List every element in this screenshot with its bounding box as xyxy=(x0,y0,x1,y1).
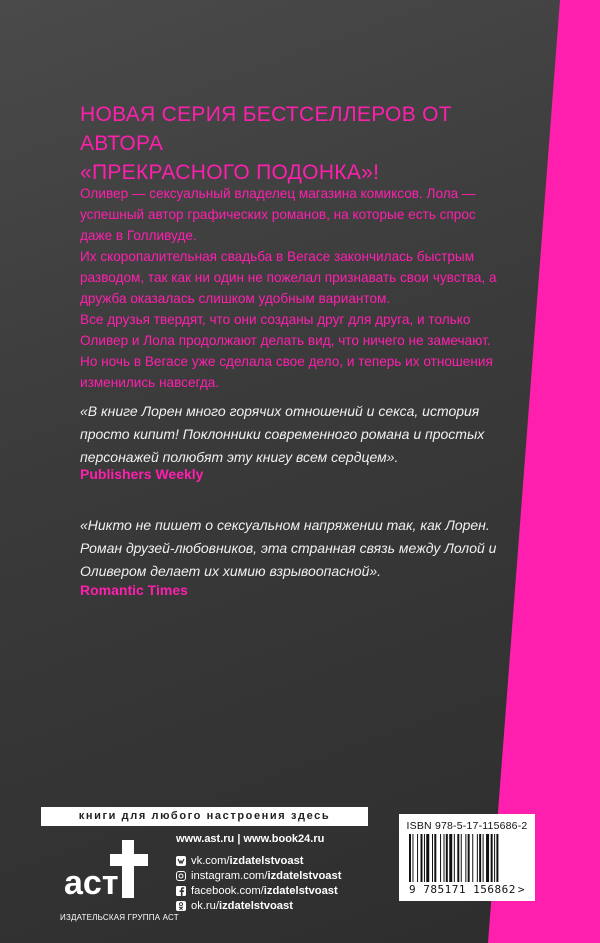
headline xyxy=(80,100,510,187)
barcode-bar xyxy=(477,834,478,882)
social-prefix: facebook.com/ xyxy=(191,885,264,897)
barcode-bar xyxy=(446,834,448,882)
website-links[interactable]: www.ast.ru | www.book24.ru xyxy=(176,833,325,845)
headline-line-2: «ПРЕКРАСНОГО ПОДОНКА»! xyxy=(80,161,380,184)
social-link-facebook[interactable] xyxy=(176,885,396,897)
barcode-bar xyxy=(426,834,429,882)
social-handle: izdatelstvoast xyxy=(218,900,293,912)
barcode-bars xyxy=(409,834,525,882)
ast-logo xyxy=(60,832,156,912)
barcode-bar xyxy=(444,834,445,882)
barcode-bar xyxy=(457,834,459,882)
review-quote: «Никто не пишет о сексуальном напряжении так, как Лорен. Роман друзей-любовников, эта странная связь между Лолой и Оливером делает их химию взрывоопасной». xyxy=(80,517,497,579)
barcode-bar xyxy=(417,834,418,882)
barcode-bar xyxy=(412,834,413,882)
barcode-bar xyxy=(434,834,436,882)
barcode-bar xyxy=(424,834,425,882)
description-paragraph: Оливер — сексуальный владелец магазина комиксов. Лола — успешный автор графических романов, на которые есть спрос даже в Голливуде. xyxy=(80,186,476,243)
social-link-ok[interactable] xyxy=(176,900,396,912)
barcode-bar xyxy=(468,834,470,882)
social-handle: izdatelstvoast xyxy=(263,885,338,897)
barcode-bar xyxy=(461,834,462,882)
logo-text: аст xyxy=(64,864,119,902)
isbn-label: ISBN 978-5-17-115686-2 xyxy=(406,820,528,832)
barcode-bar xyxy=(409,834,411,882)
barcode-bar xyxy=(440,834,441,882)
barcode-bar xyxy=(465,834,466,882)
barcode-bar xyxy=(491,834,493,882)
barcode-bar xyxy=(472,834,473,882)
description-paragraph: Все друзья твердят, что они созданы друг для друга, и только Оливер и Лола продолжают делать вид, что ничего не замечают. Но ночь в Вегасе уже сделала свое дело, и теперь их отношения изменились навсегда. xyxy=(80,312,493,390)
facebook-icon xyxy=(176,886,186,896)
review-source: Publishers Weekly xyxy=(80,466,204,482)
barcode-bar xyxy=(421,834,423,882)
barcode-bar xyxy=(479,834,481,882)
isbn-barcode xyxy=(399,814,535,901)
description-paragraph: Их скоропалительная свадьба в Вегасе закончилась быстрым разводом, так как ни один не пожелал признавать свои чувства, а дружба оказалась слишком удобным вариантом. xyxy=(80,249,497,306)
barcode-number xyxy=(399,883,535,896)
barcode-bar xyxy=(486,834,489,882)
instagram-icon xyxy=(176,871,186,881)
barcode-bar xyxy=(449,834,452,882)
publisher-caption: ИЗДАТЕЛЬСКАЯ ГРУППА АСТ xyxy=(60,913,179,922)
social-prefix: ok.ru/ xyxy=(191,900,219,912)
ok-icon xyxy=(176,901,186,911)
headline-line-1: НОВАЯ СЕРИЯ БЕСТСЕЛЛЕРОВ ОТ АВТОРА xyxy=(80,103,452,155)
social-prefix: instagram.com/ xyxy=(191,870,268,882)
book-description xyxy=(80,183,510,393)
barcode-arrow: > xyxy=(517,883,525,896)
review-quote: «В книге Лорен много горячих отношений и секса, история просто кипит! Поклонники современного романа и простых персонажей полюбят эту книгу всем сердцем». xyxy=(80,403,485,465)
barcode-bar xyxy=(483,834,484,882)
social-handle: izdatelstvoast xyxy=(267,870,342,882)
review-source: Romantic Times xyxy=(80,582,188,598)
barcode-bar xyxy=(432,834,433,882)
social-link-vk[interactable] xyxy=(176,855,396,867)
barcode-bar xyxy=(494,834,495,882)
barcode-bar xyxy=(454,834,455,882)
social-prefix: vk.com/ xyxy=(191,855,230,867)
social-handle: izdatelstvoast xyxy=(229,855,304,867)
vk-icon xyxy=(176,856,186,866)
barcode-digits: 9 785171 156862 xyxy=(409,883,516,896)
barcode-bar xyxy=(496,834,498,882)
social-link-instagram[interactable] xyxy=(176,870,396,882)
tagline-bar: книги для любого настроения здесь xyxy=(41,807,368,826)
